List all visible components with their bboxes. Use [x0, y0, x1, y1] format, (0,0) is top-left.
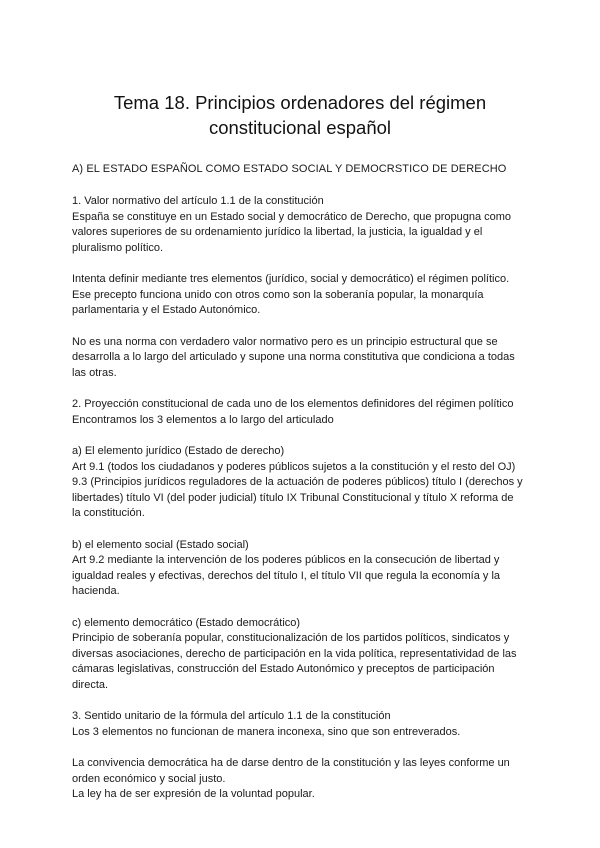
text-line: 1. Valor normativo del artículo 1.1 de la constitución: [72, 195, 324, 207]
text-line: La convivencia democrática ha de darse dentro de la constitución y las leyes conforme un: [72, 757, 510, 769]
text-line: Intenta definir mediante tres elementos (jurídico, social y democrático) el régimen político.: [72, 273, 510, 285]
text-line: libertades) título VI (del poder judicial) título IX Tribunal Constitucional y título X reforma de: [72, 491, 514, 504]
text-line: Art 9.1 (todos los ciudadanos y poderes públicos sujetos a la constitución y el resto del OJ): [72, 460, 516, 473]
text-line: Principio de soberanía popular, constitucionalización de los partidos políticos, sindicatos y: [72, 632, 510, 644]
text-line: hacienda.: [72, 585, 120, 597]
text-line: desarrolla a lo largo del articulado y supone una norma constitutiva que condiciona a todas: [72, 351, 515, 363]
text-line: parlamentaria y el Estado Autonómico.: [72, 304, 261, 316]
title-line-2: constitucional español: [208, 117, 392, 138]
text-line: No es una norma con verdadero valor normativo pero es un principio estructural que se: [72, 335, 498, 348]
text-line: c) elemento democrático (Estado democrático): [72, 616, 301, 629]
text-line: Encontramos los 3 elementos a lo largo del articulado: [72, 413, 334, 426]
paragraph: [72, 194, 528, 256]
text-line: a) El elemento jurídico (Estado de derecho): [72, 445, 285, 457]
text-line: las otras.: [72, 366, 117, 379]
paragraph: [72, 444, 528, 522]
paragraph: [72, 397, 528, 428]
text-line: orden económico y social justo.: [72, 772, 226, 785]
text-line: la constitución.: [72, 507, 145, 519]
section-heading-a: A) EL ESTADO ESPAÑOL COMO ESTADO SOCIAL Y DEMOCRSTICO DE DERECHO: [72, 163, 507, 175]
text-line: directa.: [72, 678, 109, 691]
text-line: b) el elemento social (Estado social): [72, 538, 249, 551]
text-line: La ley ha de ser expresión de la voluntad popular.: [72, 788, 315, 800]
text-line: Art 9.2 mediante la intervención de los poderes públicos en la consecución de libertad y: [72, 554, 500, 566]
text-line: pluralismo político.: [72, 241, 164, 254]
paragraph: [72, 756, 528, 803]
title-line-1: Tema 18. Principios ordenadores del régimen: [113, 92, 487, 113]
text-line: valores superiores de su ordenamiento jurídico la libertad, la justicia, la igualdad y el: [72, 226, 483, 238]
text-line: 2. Proyección constitucional de cada uno de los elementos definidores del régimen político: [72, 398, 514, 410]
paragraph: [72, 335, 528, 382]
text-line: cámaras legislativas, construcción del Estado Autonómico y preceptos de participación: [72, 663, 495, 675]
text-line: 3. Sentido unitario de la fórmula del artículo 1.1 de la constitución: [72, 710, 391, 722]
paragraph: [72, 272, 528, 319]
paragraph: [72, 538, 528, 600]
text-line: 9.3 (Principios jurídicos reguladores de la actuación de poderes públicos) título I (derechos y: [72, 476, 523, 488]
text-line: Ese precepto funciona unido con otros como son la soberanía popular, la monarquía: [72, 288, 484, 301]
text-line: diversas asociaciones, derecho de participación en la vida política, representatividad de las: [72, 647, 517, 660]
page-title: [72, 90, 528, 140]
text-line: Los 3 elementos no funcionan de manera inconexa, sino que son entreverados.: [72, 725, 461, 738]
paragraph: [72, 616, 528, 694]
text-line: igualdad reales y efectivas, derechos del título I, el título VII que regula la economía y la: [72, 569, 501, 582]
body-text: [72, 194, 528, 803]
paragraph: [72, 709, 528, 740]
text-line: España se constituye en un Estado social y democrático de Derecho, que propugna como: [72, 210, 512, 223]
